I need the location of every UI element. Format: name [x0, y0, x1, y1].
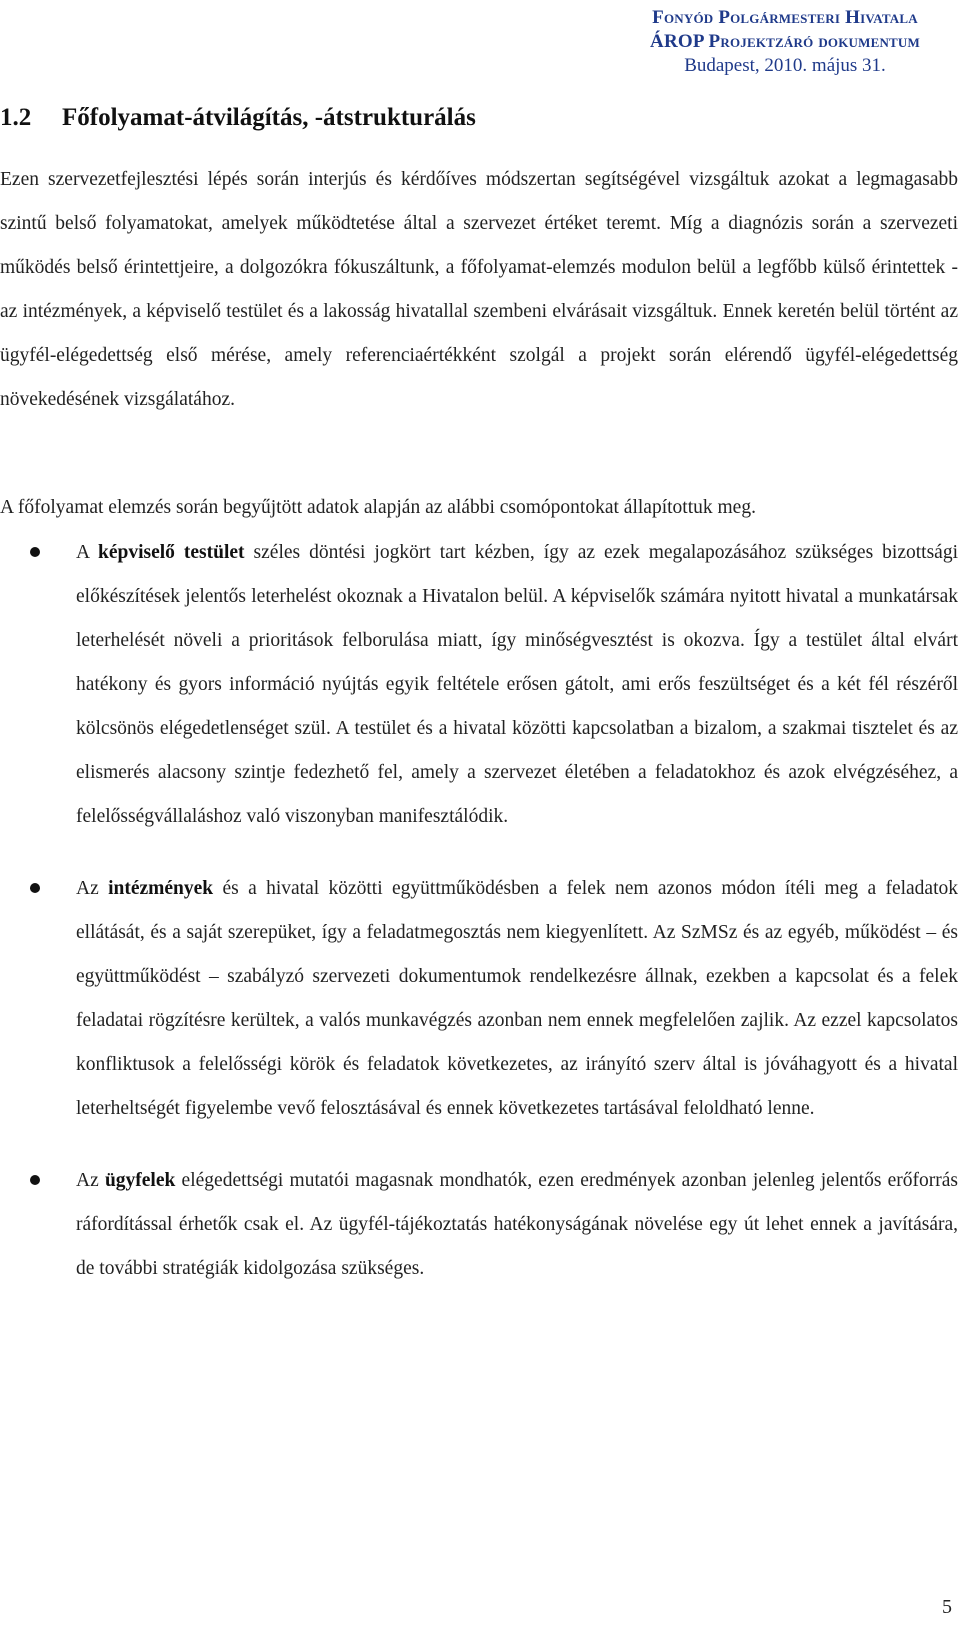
bullet-icon	[30, 1175, 40, 1185]
bullet-icon	[30, 547, 40, 557]
list-item	[0, 531, 958, 839]
header-document-title: ÁROP Projektzáró dokumentum	[650, 31, 920, 52]
list-item	[0, 1159, 958, 1291]
bullet-text-post: széles döntési jogkört tart kézben, így az ezek megalapozásához szükséges bizottsági előkészítések jelentős leterhelést okoznak a Hivatalon belül. A képviselők számára nyitott hivatal a munkatársak leterhelését növeli a prioritások felborulása miatt, így minőségvesztést is okozva. Így a testület által elvárt hatékony és gyors információ nyújtás egyik feltétele erősen gátolt, ami erős feszültséget és a két fél részéről kölcsönös elégedetlenséget szül. A testület és a hivatal közötti kapcsolatban a bizalom, a szakmai tisztelet és az elismerés alacsony szintje fedezhető fel, amely a szervezet életében a feladatokhoz és azok elvégzéséhez, a felelősségvállaláshoz való viszonyban manifesztálódik.	[76, 542, 958, 827]
bullet-text-pre: Az	[76, 878, 109, 899]
section-title: Főfolyamat-átvilágítás, -átstrukturálás	[62, 104, 476, 131]
bullet-text-post: elégedettségi mutatói magasnak mondhatók, ezen eredmények azonban jelenleg jelentős erőforrás ráfordítással érhetők csak el. Az ügyfél-tájékoztatás hatékonyságának növelése egy út lehet ennek a javítására, de további stratégiák kidolgozása szükséges.	[76, 1170, 958, 1279]
section-heading	[0, 104, 476, 132]
bullet-text-pre: Az	[76, 1170, 105, 1191]
document-header	[650, 6, 920, 78]
intro-paragraph: Ezen szervezetfejlesztési lépés során interjús és kérdőíves módszertan segítségével vizsgáltuk azokat a legmagasabb szintű belső folyamatokat, amelyek működtetése által a szervezet értéket teremt. Míg a diagnózis során a szervezeti működés belső érintettjeire, a dolgozókra fókuszáltunk, a főfolyamat-elemzés modulon belül a legfőbb külső érintettek - az intézmények, a képviselő testület és a lakosság hivatallal szembeni elvárásait vizsgáltuk. Ennek keretén belül történt az ügyfél-elégedettség első mérése, amely referenciaértékként szolgál a projekt során elérendő ügyfél-elégedettség növekedésének vizsgálatához.	[0, 169, 958, 410]
page-number: 5	[942, 1596, 952, 1618]
header-date: Budapest, 2010. május 31.	[684, 55, 886, 76]
findings-lead-paragraph: A főfolyamat elemzés során begyűjtött adatok alapján az alábbi csomópontokat állapítottuk meg.	[0, 497, 756, 518]
findings-list	[0, 531, 960, 1319]
list-item	[0, 867, 958, 1131]
bullet-text-post: és a hivatal közötti együttműködésben a felek nem azonos módon ítéli meg a feladatok ellátását, és a saját szerepüket, így a feladatmegosztás nem kiegyenlített. Az SzMSz és az egyéb, működést – és együttműködést – szabályzó szervezeti dokumentumok rendelkezésre állnak, ezekben a kapcsolat és a felek feladatai rögzítésre kerültek, a valós munkavégzés azonban nem ennek megfelelően zajlik. Az ezzel kapcsolatos konfliktusok a felelősségi körök és feladatok következetes, az irányító szerv által is jóváhagyott és a hivatal leterheltségét figyelembe vevő felosztásával és ennek következetes tartásával feloldható lenne.	[76, 878, 958, 1119]
bullet-keyword: ügyfelek	[104, 1170, 176, 1191]
bullet-keyword: képviselő testület	[98, 542, 245, 563]
section-number: 1.2	[0, 104, 32, 131]
bullet-icon	[30, 883, 40, 893]
bullet-keyword: intézmények	[108, 878, 214, 899]
bullet-text-pre: A	[76, 542, 98, 563]
header-organization: Fonyód Polgármesteri Hivatala	[652, 7, 918, 28]
